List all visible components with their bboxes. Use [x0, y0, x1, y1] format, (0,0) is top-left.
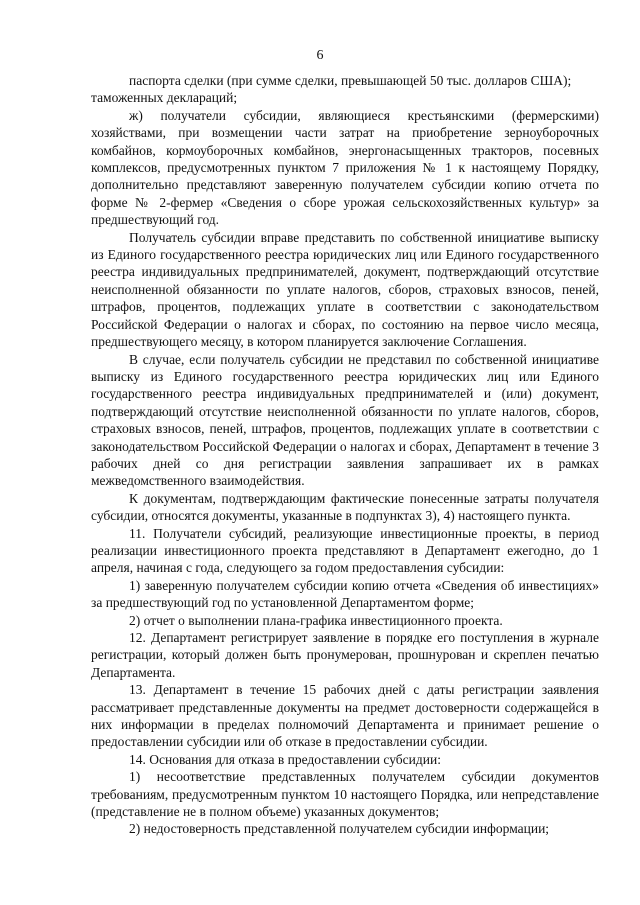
paragraph: В случае, если получатель субсидии не представил по собственной инициативе выписку из Единого государственного реестра юридических лиц или Единого государственного реестра индивидуальных предпринимателей и (или) документ, подтверждающий отсутствие неисполненной обязанности по уплате налогов, сборов, страховых взносов, пеней, штрафов, процентов, подлежащих уплате в соответствии с законодательством Российской Федерации о налогах и сборах, Департамент в течение 3 рабочих дней со дня регистрации заявления запрашивает их в рамках межведомственного взаимодействия.: [91, 351, 599, 489]
paragraph: 11. Получатели субсидий, реализующие инвестиционные проекты, в период реализации инвестиционного проекта представляют в Департамент ежегодно, до 1 апреля, начиная с года, следующего за годом предоставления субсидии:: [91, 525, 599, 576]
paragraph: паспорта сделки (при сумме сделки, превышающей 50 тыс. долларов США);: [129, 73, 572, 88]
paragraph: 1) заверенную получателем субсидии копию отчета «Сведения об инвестициях» за предшествующий год по установленной Департаментом форме;: [91, 577, 599, 611]
paragraph: К документам, подтверждающим фактические понесенные затраты получателя субсидии, относятся документы, указанные в подпунктах 3), 4) настоящего пункта.: [91, 490, 599, 524]
paragraph: 2) недостоверность представленной получателем субсидии информации;: [129, 821, 550, 837]
paragraph: 13. Департамент в течение 15 рабочих дней с даты регистрации заявления рассматривает представленные документы на предмет достоверности содержащейся в них информации в пределах полномочий Департамента и принимает решение о предоставлении субсидии или об отказе в предоставлении субсидии.: [91, 682, 599, 750]
paragraph: 1) несоответствие представленных получателем субсидии документов требованиям, предусмотренным пунктом 10 настоящего Порядка, или непредставление (представление не в полном объеме) указанных документов;: [91, 769, 599, 820]
paragraph: таможенных деклараций;: [91, 90, 238, 106]
paragraph: 2) отчет о выполнении плана-графика инвестиционного проекта.: [129, 612, 503, 628]
paragraph: 14. Основания для отказа в предоставлении субсидии:: [129, 751, 441, 767]
page-number: 6: [316, 48, 324, 63]
paragraph: ж) получатели субсидии, являющиеся крестьянскими (фермерскими) хозяйствами, при возмещении части затрат на приобретение зерноуборочных комбайнов, кормоуборочных комбайнов, энергонасыщенных тракторов, посевных комплексов, предусмотренных пунктом 7 приложения № 1 к настоящему Порядку, дополнительно представляют заверенную получателем субсидии копию отчета по форме № 2-фермер «Сведения о сборе урожая сельскохозяйственных культур» за предшествующий год.: [91, 107, 599, 228]
document-body: [91, 72, 599, 838]
paragraph: 12. Департамент регистрирует заявление в порядке его поступления в журнале регистрации, который должен быть пронумерован, прошнурован и скреплен печатью Департамента.: [91, 630, 599, 680]
paragraph: Получатель субсидии вправе представить по собственной инициативе выписку из Единого государственного реестра юридических лиц или Единого государственного реестра индивидуальных предпринимателей, документ, подтверждающий отсутствие неисполненной обязанности по уплате налогов, сборов, страховых взносов, пеней, штрафов, процентов, подлежащих уплате в соответствии с законодательством Российской Федерации о налогах и сборах, по состоянию на первое число месяца, предшествующего месяцу, в котором планируется заключение Соглашения.: [91, 229, 599, 350]
